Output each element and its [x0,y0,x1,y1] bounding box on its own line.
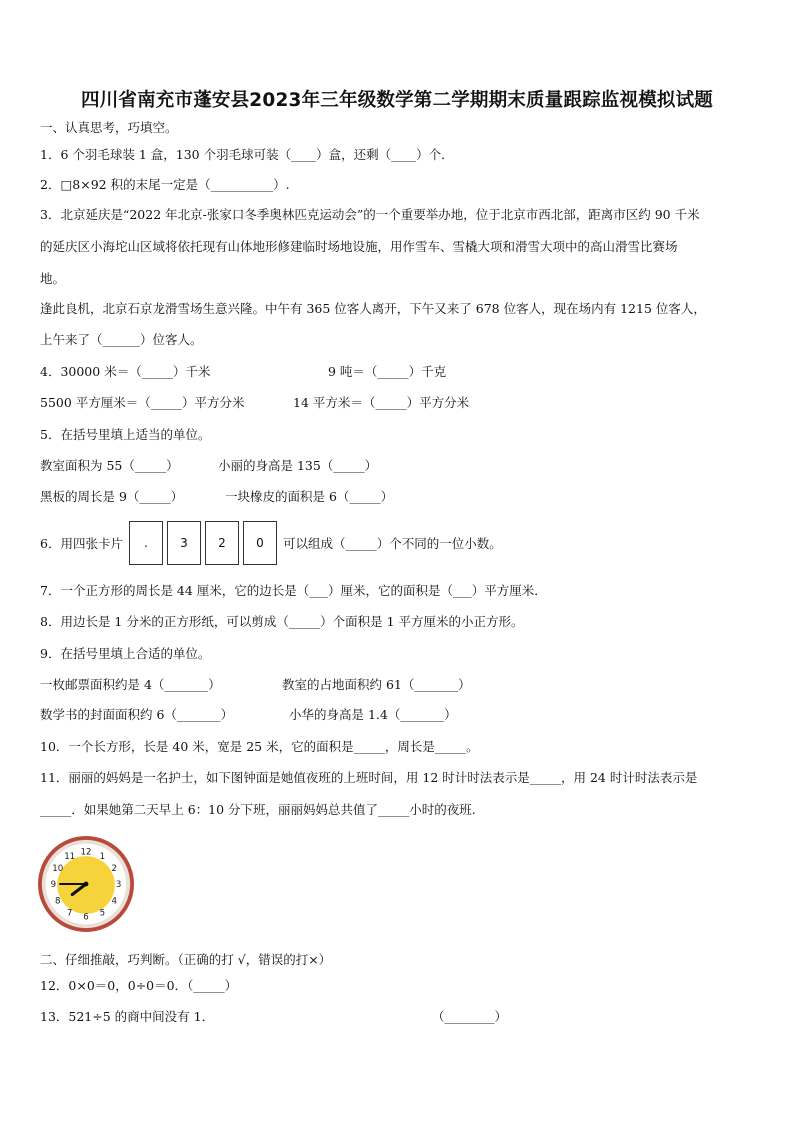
question-5-d: 一块橡皮的面积是 6（_____） [225,489,394,504]
question-3-line-4: 逢此良机，北京石京龙滑雪场生意兴隆。中午有 365 位客人离开，下午又来了 678 位客人，现在场内有 1215 位客人， [40,301,706,316]
question-13: 13．521÷5 的商中间没有 1． [40,1009,215,1024]
question-5-b: 小丽的身高是 135（_____） [218,458,378,473]
clock-number: 8 [54,896,61,907]
question-9-b: 教室的占地面积约 61（_______） [282,677,471,692]
digit-card: 0 [243,521,277,565]
question-9-c: 数学书的封面面积约 6（_______） [40,707,234,722]
question-13-answer-blank: （________） [432,1009,508,1024]
clock-number: 3 [115,880,122,891]
question-3-line-3: 地。 [40,271,66,286]
question-9: 9．在括号里填上合适的单位。 [40,646,211,661]
question-4-a: 4．30000 米＝（_____）千米 [40,364,211,379]
clock-number: 6 [83,912,89,923]
clock-number: 9 [50,880,57,891]
digit-card: . [129,521,163,565]
question-11-line-2: _____．如果她第二天早上 6：10 分下班，丽丽妈妈总共值了_____小时的夜班. [40,802,476,817]
question-4-c: 5500 平方厘米＝（_____）平方分米 [40,395,245,410]
question-11-line-1: 11．丽丽的妈妈是一名护士，如下图钟面是她值夜班的上班时间，用 12 时计时法表示是_____，用 24 时计时法表示是 [40,770,698,785]
question-6 [40,520,502,566]
section-heading-2: 二、仔细推敲，巧判断。（正确的打 √，错误的打×） [40,952,332,967]
clock-number: 2 [111,863,118,874]
clock-center [84,882,89,887]
clock-number: 12 [80,847,92,858]
question-9-d: 小华的身高是 1.4（_______） [289,707,457,722]
question-6-tail: 可以组成（_____）个不同的一位小数。 [282,536,502,551]
question-3-line-1: 3．北京延庆是“2022 年北京-张家口冬季奥林匹克运动会”的一个重要举办地，位于北京市西北部，距离市区约 90 千米 [40,207,700,222]
clock-image [38,836,134,932]
question-9-a: 一枚邮票面积约是 4（_______） [40,677,221,692]
clock-number: 4 [111,896,118,907]
question-5-a: 教室面积为 55（_____） [40,458,179,473]
digit-card: 3 [167,521,201,565]
question-2: 2．□8×92 积的末尾一定是（__________）. [40,177,290,192]
question-10: 10．一个长方形，长是 40 米，宽是 25 米，它的面积是_____，周长是_____。 [40,739,479,754]
clock-number: 1 [99,851,106,862]
question-3-line-2: 的延庆区小海坨山区域将依托现有山体地形修建临时场地设施，用作雪车、雪橇大项和滑雪大项中的高山滑雪比赛场 [40,239,678,254]
question-12: 12．0×0＝0，0÷0＝0．（_____） [40,978,238,993]
clock-number: 5 [99,908,106,919]
question-4-b: 9 吨＝（_____）千克 [328,364,447,379]
question-1: 1．6 个羽毛球装 1 盒，130 个羽毛球可装（____）盒，还剩（____）个． [40,147,454,162]
question-5: 5．在括号里填上适当的单位。 [40,427,211,442]
question-5-c: 黑板的周长是 9（_____） [40,489,184,504]
question-6-lead: 6．用四张卡片 [40,536,123,551]
question-8: 8．用边长是 1 分米的正方形纸，可以剪成（_____）个面积是 1 平方厘米的小正方形。 [40,614,524,629]
section-heading-1: 一、认真思考，巧填空。 [40,120,178,135]
clock-number: 7 [66,908,73,919]
digit-card: 2 [205,521,239,565]
question-4-d: 14 平方米＝（_____）平方分米 [293,395,470,410]
question-3-line-5: 上午来了（______）位客人。 [40,332,203,347]
question-7: 7．一个正方形的周长是 44 厘米，它的边长是（___）厘米，它的面积是（___）平方厘米． [40,583,547,598]
clock-number: 11 [64,851,76,862]
clock-number: 10 [52,863,64,874]
page-title: 四川省南充市蓬安县2023年三年级数学第二学期期末质量跟踪监视模拟试题 [81,90,713,111]
